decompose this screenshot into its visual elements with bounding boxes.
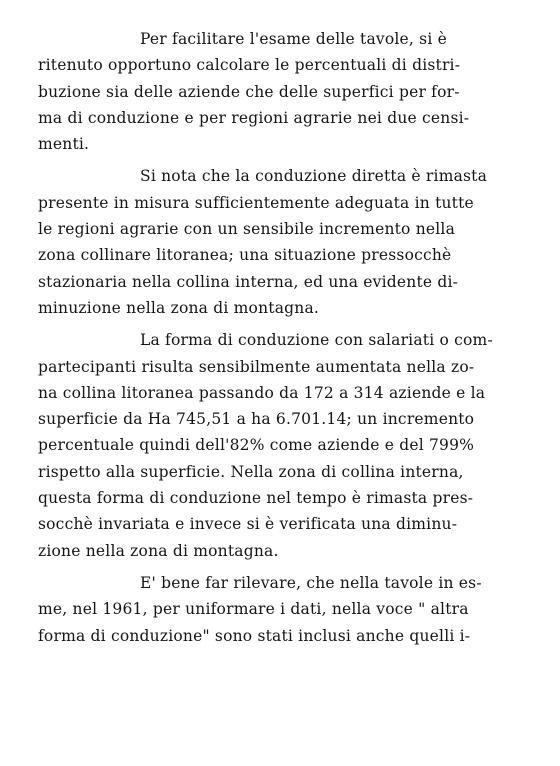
text-line: minuzione nella zona di montagna.	[38, 298, 320, 317]
text-line: Per facilitare l'esame delle tavole, si è	[140, 30, 447, 48]
text-line: le regioni agrarie con un sensibile incremento nella	[38, 220, 456, 239]
text-line: zona collinare litoranea; una situazione pressocchè	[38, 246, 452, 265]
paragraph	[38, 163, 538, 321]
text-line: E' bene far rilevare, che nella tavole in es-	[140, 573, 482, 592]
text-line: zione nella zona di montagna.	[38, 541, 279, 560]
text-line: ma di conduzione e per regioni agrarie nei due censi-	[38, 108, 470, 127]
paragraph	[38, 26, 538, 157]
text-line: na collina litoranea passando da 172 a 314 aziende e la	[38, 383, 486, 402]
text-line: La forma di conduzione con salariati o com-	[140, 331, 493, 350]
text-line: presente in misura sufficientemente adeguata in tutte	[38, 193, 474, 212]
text-line: Si nota che la conduzione diretta è rimasta	[140, 167, 488, 186]
paragraph	[38, 570, 538, 649]
text-line: questa forma di conduzione nel tempo è rimasta pres-	[38, 489, 474, 508]
text-line: me, nel 1961, per uniformare i dati, nella voce " altra	[38, 600, 469, 619]
text-line: socchè invariata e invece si è verificata una diminu-	[38, 515, 458, 534]
text-line: percentuale quindi dell'82% come aziende e del 799%	[38, 436, 475, 455]
text-line: partecipanti risulta sensibilmente aumentata nella zo-	[38, 357, 475, 376]
text-line: forma di conduzione" sono stati inclusi anche quelli i-	[38, 626, 471, 645]
document-body	[38, 26, 538, 649]
text-line: buzione sia delle aziende che delle superfici per for-	[38, 82, 460, 101]
text-line: menti.	[38, 135, 90, 154]
text-line: stazionaria nella collina interna, ed una evidente di-	[38, 272, 459, 291]
text-line: superficie da Ha 745,51 a ha 6.701.14; un incremento	[38, 410, 475, 429]
paragraph	[38, 327, 538, 564]
text-line: rispetto alla superficie. Nella zona di collina interna,	[38, 462, 464, 481]
text-line: ritenuto opportuno calcolare le percentuali di distri-	[38, 56, 461, 75]
